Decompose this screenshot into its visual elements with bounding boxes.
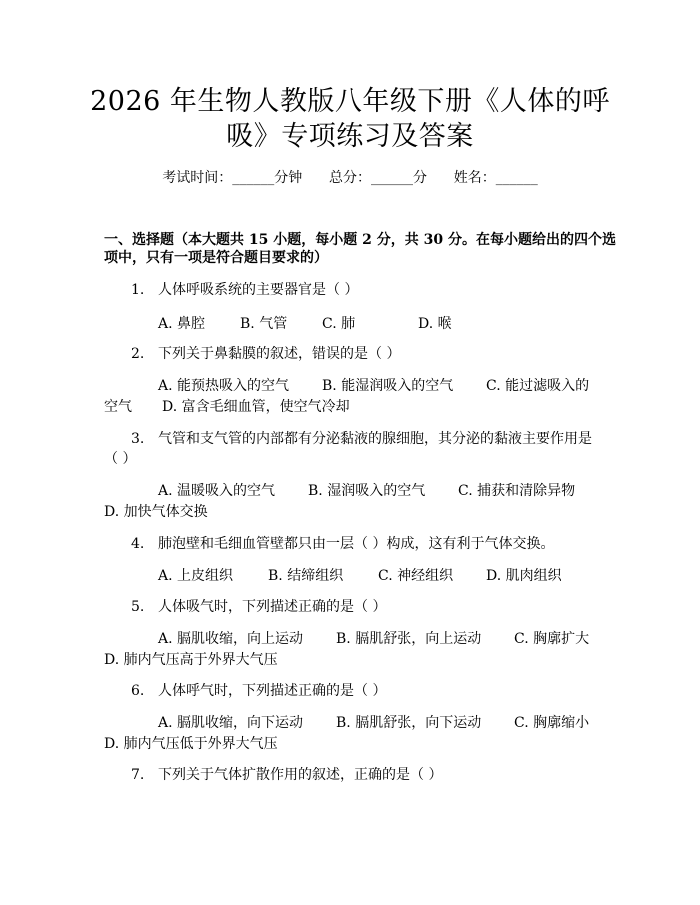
option-d: D. 肺内气压高于外界大气压 bbox=[104, 652, 278, 668]
document-title-line-2: 吸》专项练习及答案 bbox=[226, 121, 474, 152]
option-b: B. 湿润吸入的空气 bbox=[308, 483, 426, 499]
question-text: 人体呼吸系统的主要器官是（ ） bbox=[158, 282, 359, 298]
option-a: A. 温暖吸入的空气 bbox=[158, 483, 276, 499]
question-text: 人体吸气时，下列描述正确的是（ ） bbox=[158, 599, 387, 615]
option-c-continued: 空气 bbox=[104, 399, 132, 415]
option-a: A. 鼻腔 bbox=[158, 316, 206, 332]
option-d: D. 肌肉组织 bbox=[486, 568, 562, 584]
question-text: 下列关于气体扩散作用的叙述，正确的是（ ） bbox=[158, 767, 443, 783]
option-b: B. 结缔组织 bbox=[268, 568, 344, 584]
section-heading-line-1: 一、选择题（本大题共 15 小题，每小题 2 分，共 30 分。在每小题给出的四个选 bbox=[104, 232, 616, 248]
option-a: A. 膈肌收缩，向上运动 bbox=[158, 631, 304, 647]
exam-info-line: 考试时间：______分钟 总分：______分 姓名：______ bbox=[162, 170, 538, 186]
question-number: 2. bbox=[131, 346, 145, 362]
question-number: 1. bbox=[131, 282, 145, 298]
option-b: B. 气管 bbox=[240, 316, 288, 332]
question-number: 7. bbox=[131, 767, 145, 783]
question-text: 下列关于鼻黏膜的叙述，错误的是（ ） bbox=[158, 346, 401, 362]
option-c: C. 捕获和清除异物 bbox=[458, 483, 576, 499]
option-c: C. 肺 bbox=[322, 316, 356, 332]
option-c: C. 胸廓缩小 bbox=[514, 715, 590, 731]
section-heading-line-2: 项中，只有一项是符合题目要求的） bbox=[104, 250, 328, 266]
option-d: D. 肺内气压低于外界大气压 bbox=[104, 736, 278, 752]
document-title-line-1: 2026 年生物人教版八年级下册《人体的呼 bbox=[90, 86, 610, 117]
option-a: A. 能预热吸入的空气 bbox=[158, 378, 290, 394]
question-text: 气管和支气管的内部都有分泌黏液的腺细胞，其分泌的黏液主要作用是 bbox=[158, 431, 592, 447]
option-a: A. 上皮组织 bbox=[158, 568, 234, 584]
option-b: B. 膈肌舒张，向下运动 bbox=[336, 715, 482, 731]
question-number: 5. bbox=[131, 599, 145, 615]
question-number: 3. bbox=[131, 431, 145, 447]
option-d: D. 加快气体交换 bbox=[104, 504, 208, 520]
option-d: D. 富含毛细血管，使空气冷却 bbox=[162, 399, 350, 415]
question-number: 6. bbox=[131, 683, 145, 699]
option-c: C. 神经组织 bbox=[378, 568, 454, 584]
question-text-continued: （ ） bbox=[104, 451, 137, 467]
question-text: 肺泡壁和毛细血管壁都只由一层（ ）构成，这有利于气体交换。 bbox=[158, 536, 555, 552]
question-number: 4. bbox=[131, 536, 145, 552]
option-c: C. 胸廓扩大 bbox=[514, 631, 590, 647]
option-c: C. 能过滤吸入的 bbox=[486, 378, 590, 394]
option-b: B. 膈肌舒张，向上运动 bbox=[336, 631, 482, 647]
question-text: 人体呼气时，下列描述正确的是（ ） bbox=[158, 683, 387, 699]
option-a: A. 膈肌收缩，向下运动 bbox=[158, 715, 304, 731]
option-d: D. 喉 bbox=[418, 316, 452, 332]
option-b: B. 能湿润吸入的空气 bbox=[322, 378, 454, 394]
